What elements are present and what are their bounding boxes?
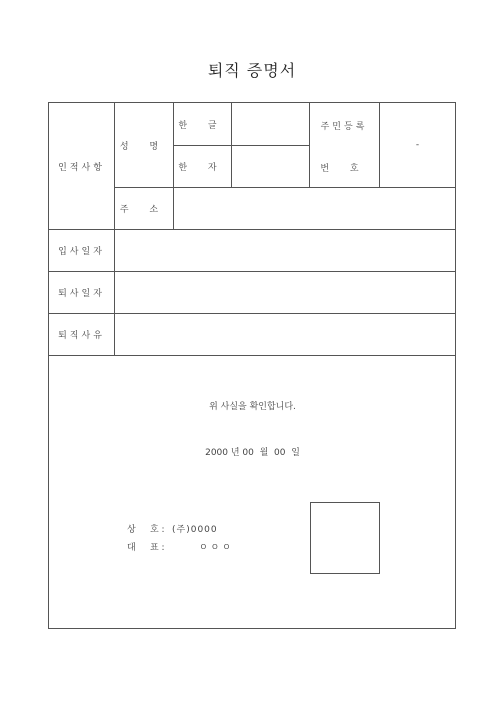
address-value [173, 187, 456, 229]
representative-value: ㅇ ㅇ ㅇ [199, 543, 231, 553]
document-title: 퇴직 증명서 [207, 61, 297, 80]
company-value: (주)0000 [172, 525, 218, 535]
name-label: 성 명 [119, 141, 168, 152]
rrn-label: 번 호 [320, 163, 368, 174]
divider [49, 355, 456, 356]
hanja-label: 한 자 [178, 162, 226, 173]
hire-date-label: 입사일자 [58, 246, 105, 257]
address-label: 주 소 [119, 204, 168, 215]
retire-date-label: 퇴사일자 [58, 288, 105, 299]
hanja-name-value [231, 145, 309, 187]
issue-date: 2000 년 00 월 00 일 [205, 447, 300, 458]
hangul-name-value [231, 103, 309, 145]
representative-label: 대 표 : [127, 543, 165, 553]
company-label: 상 호 : [127, 525, 165, 535]
confirmation-statement: 위 사실을 확인합니다. [209, 401, 296, 412]
seal-box [310, 502, 380, 574]
personal-info-label: 인적사항 [58, 162, 105, 173]
retire-reason-label: 퇴직사유 [58, 330, 105, 341]
certificate-form [48, 102, 456, 629]
rrn-label: 주민등록 [320, 121, 368, 132]
hangul-label: 한 글 [178, 120, 226, 131]
rrn-value: - [415, 140, 420, 150]
